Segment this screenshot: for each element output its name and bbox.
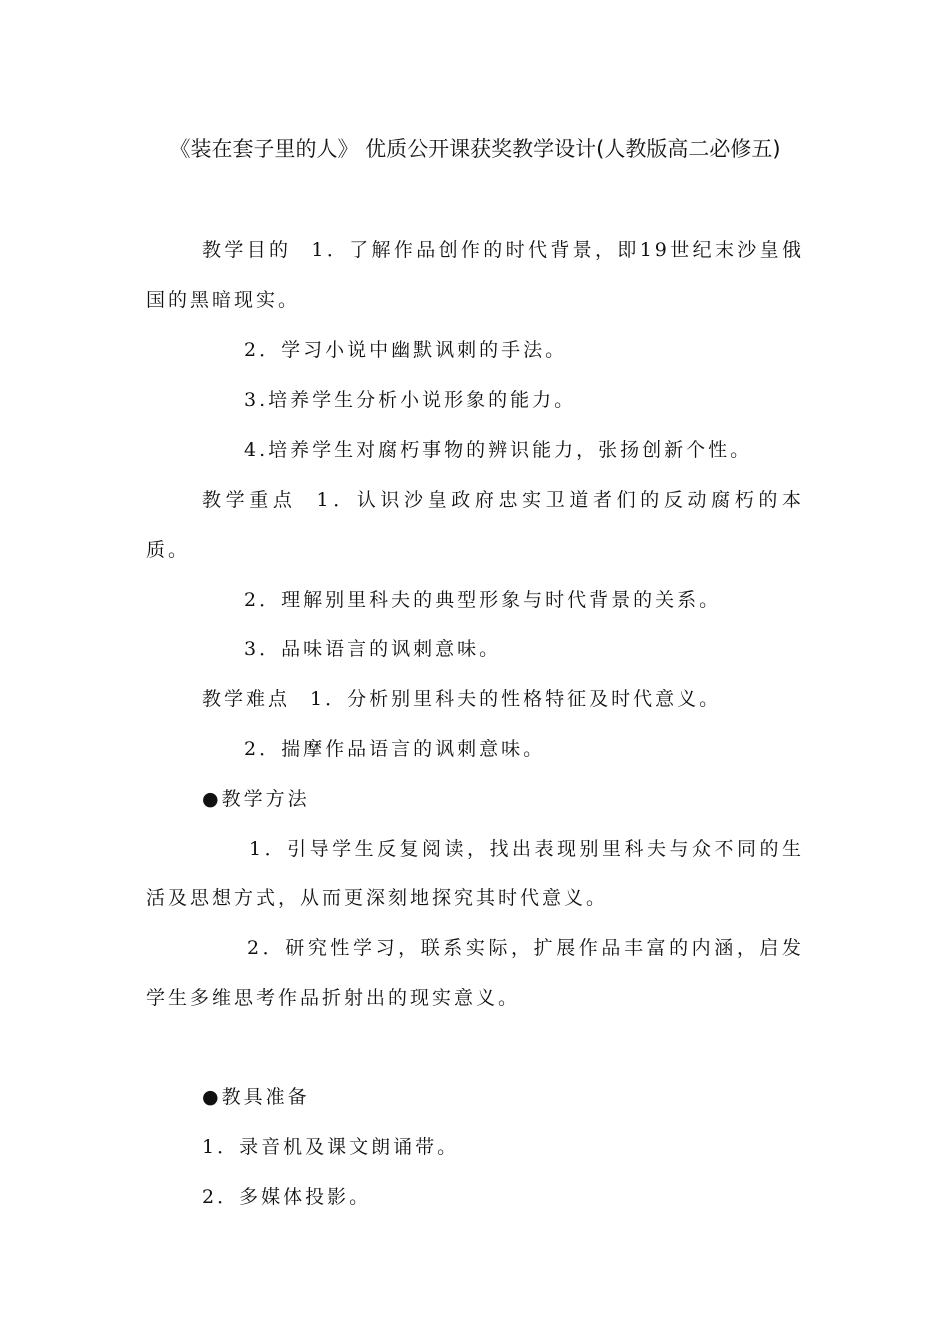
methods-heading: ●教学方法 xyxy=(202,788,310,810)
key-points-item-1-part-1: 1．认识沙皇政府忠实卫道者们的反动腐朽的本 xyxy=(316,489,804,511)
methods-item-2-part-1: 2．研究性学习，联系实际，扩展作品丰富的内涵，启发 xyxy=(247,937,804,959)
objectives-item-1-part-1: 1．了解作品创作的时代背景，即19世纪末沙皇俄 xyxy=(311,239,804,261)
objectives-item-3: 3.培养学生分析小说形象的能力。 xyxy=(244,389,577,411)
methods-item-1-part-2: 活及思想方式，从而更深刻地探究其时代意义。 xyxy=(146,887,609,909)
key-points-item-3: 3．品味语言的讽刺意味。 xyxy=(244,638,502,660)
methods-item-2-part-2: 学生多维思考作品折射出的现实意义。 xyxy=(146,987,521,1009)
key-points-item-1-part-2: 质。 xyxy=(146,539,191,561)
key-points-label: 教学重点 xyxy=(202,489,297,511)
document-title: 《装在套子里的人》 优质公开课获奖教学设计(人教版高二必修五) xyxy=(169,137,781,161)
methods-item-1-part-1: 1．引导学生反复阅读，找出表现别里科夫与众不同的生 xyxy=(249,838,804,860)
difficulties-item-2: 2．揣摩作品语言的讽刺意味。 xyxy=(244,738,546,760)
objectives-item-4: 4.培养学生对腐朽事物的辨识能力，张扬创新个性。 xyxy=(244,439,753,461)
objectives-item-1-part-2: 国的黑暗现实。 xyxy=(146,289,301,311)
objectives-item-2: 2．学习小说中幽默讽刺的手法。 xyxy=(244,339,568,361)
objectives-label: 教学目的 xyxy=(202,239,292,261)
difficulties-item-1: 1．分析别里科夫的性格特征及时代意义。 xyxy=(310,688,722,710)
difficulties-label: 教学难点 xyxy=(202,688,291,710)
difficulties-line-1 xyxy=(202,684,721,714)
objectives-line-1 xyxy=(202,235,804,265)
key-points-item-2: 2．理解别里科夫的典型形象与时代背景的关系。 xyxy=(244,589,722,611)
tools-item-1: 1．录音机及课文朗诵带。 xyxy=(202,1136,460,1158)
key-points-line-1 xyxy=(202,485,804,515)
tools-item-2: 2．多媒体投影。 xyxy=(202,1186,372,1208)
tools-heading: ●教具准备 xyxy=(202,1086,310,1108)
